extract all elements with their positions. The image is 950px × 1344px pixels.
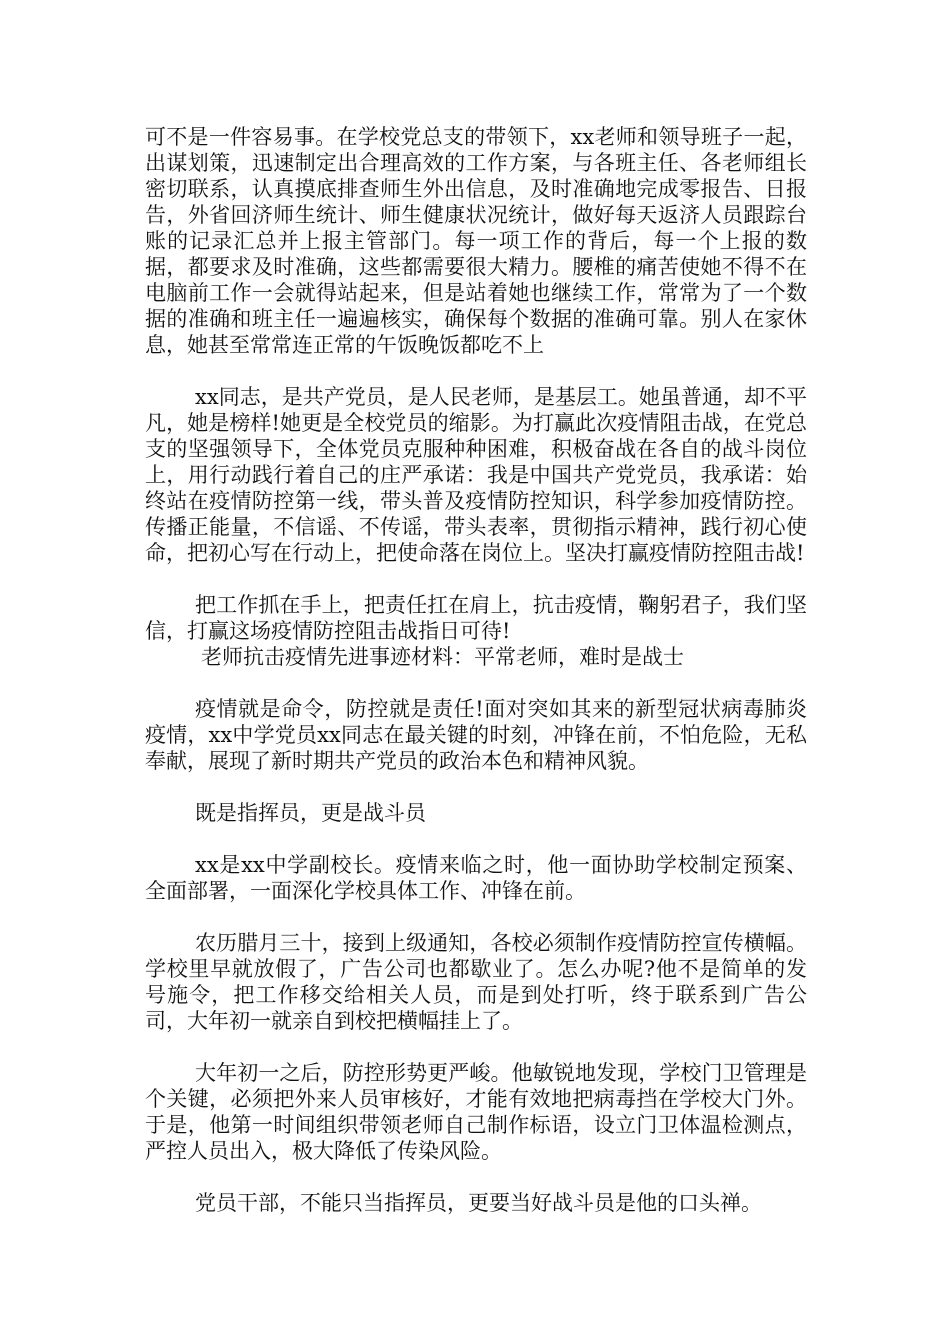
paragraph-7: 大年初一之后，防控形势更严峻。他敏锐地发现，学校门卫管理是个关键，必须把外来人员审核好，才能有效地把病毒挡在学校大门外。于是，他第一时间组织带领老师自己制作标语，设立门卫体温检测点，严控人员出入，极大降低了传染风险。	[145, 1061, 807, 1163]
paragraph-3: 把工作抓在手上，把责任扛在肩上，抗击疫情，鞠躬君子，我们坚信，打赢这场疫情防控阻击战指日可待!	[145, 593, 807, 643]
paragraph-2: xx同志，是共产党员，是人民老师，是基层工。她虽普通，却不平凡，她是榜样!她更是全校党员的缩影。为打赢此次疫情阻击战，在党总支的坚强领导下，全体党员克服种种困难，积极奋战在各自的战斗岗位上，用行动践行着自己的庄严承诺：我是中国共产党党员，我承诺：始终站在疫情防控第一线，带头普及疫情防控知识，科学参加疫情防控。传播正能量，不信谣、不传谣，带头表率，贯彻指示精神，践行初心使命，把初心写在行动上，把使命落在岗位上。坚决打赢疫情防控阻击战!	[145, 385, 807, 565]
paragraph-8: 党员干部，不能只当指挥员，更要当好战斗员是他的口头禅。	[195, 1191, 762, 1215]
paragraph-4: 疫情就是命令，防控就是责任!面对突如其来的新型冠状病毒肺炎疫情，xx中学党员xx同志在最关键的时刻，冲锋在前，不怕危险，无私奉献，展现了新时期共产党员的政治本色和精神风貌。	[145, 697, 807, 773]
section-heading: 既是指挥员，更是战斗员	[195, 801, 426, 825]
document-page	[145, 124, 807, 1216]
article-title: 老师抗击疫情先进事迹材料：平常老师，难时是战士	[201, 645, 684, 669]
paragraph-6: 农历腊月三十，接到上级通知，各校必须制作疫情防控宣传横幅。学校里早就放假了，广告公司也都歇业了。怎么办呢?他不是简单的发号施令，把工作移交给相关人员，而是到处打听，终于联系到广告公司，大年初一就亲自到校把横幅挂上了。	[145, 931, 807, 1033]
paragraph-1: 可不是一件容易事。在学校党总支的带领下，xx老师和领导班子一起，出谋划策，迅速制定出合理高效的工作方案，与各班主任、各老师组长密切联系，认真摸底排查师生外出信息，及时准确地完成零报告、日报告，外省回济师生统计、师生健康状况统计，做好每天返济人员跟踪台账的记录汇总并上报主管部门。每一项工作的背后，每一个上报的数据，都要求及时准确，这些都需要很大精力。腰椎的痛苦使她不得不在电脑前工作一会就得站起来，但是站着她也继续工作，常常为了一个数据的准确和班主任一遍遍核实，确保每个数据的准确可靠。别人在家休息，她甚至常常连正常的午饭晚饭都吃不上	[145, 125, 807, 357]
paragraph-5: xx是xx中学副校长。疫情来临之时，他一面协助学校制定预案、全面部署，一面深化学校具体工作、冲锋在前。	[145, 853, 807, 903]
